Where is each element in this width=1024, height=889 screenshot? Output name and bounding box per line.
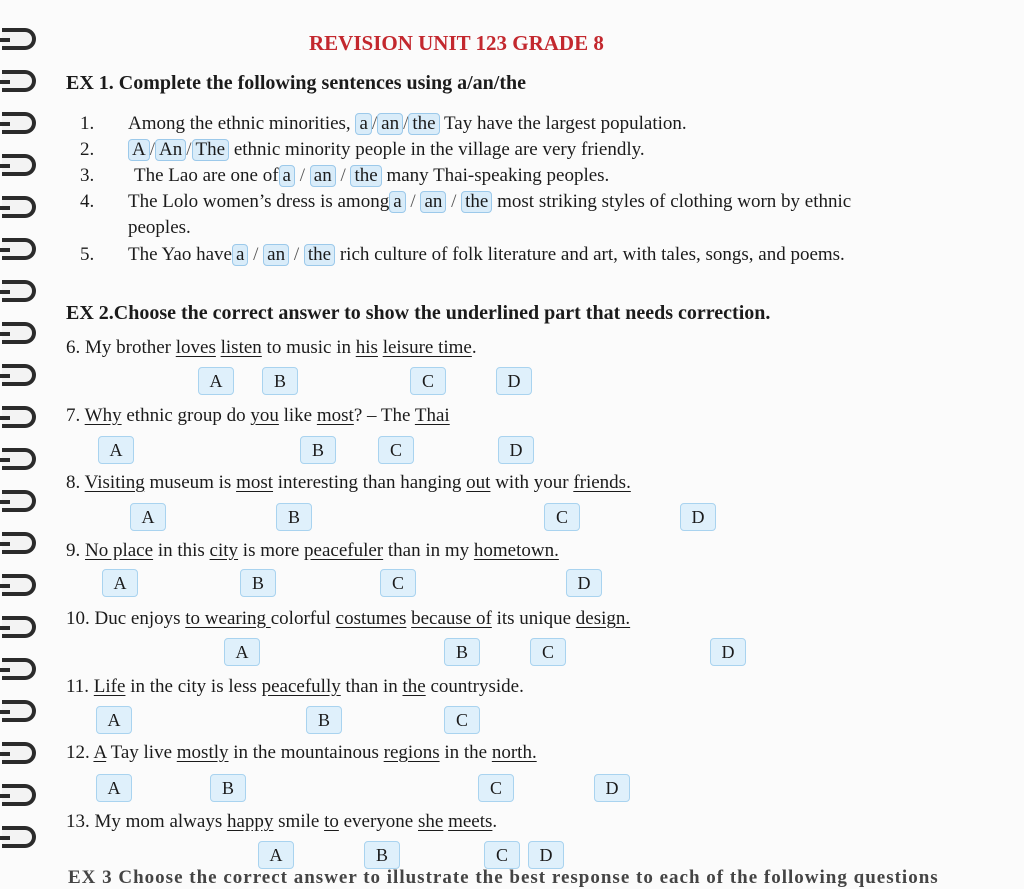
underlined-part-d: Thai [414,405,450,426]
underlined-part-b: to [324,811,339,832]
question-text: 12. [66,742,90,763]
choice-the[interactable]: the [408,113,439,135]
ex2-heading: EX 2.Choose the correct answer to show the underlined part that needs correction. [66,302,771,324]
sentence-text: The Lolo women’s dress is among [128,191,390,212]
sentence: The Yao have a / an / the rich culture of folk literature and art, with tales, songs, and poems. [128,244,845,265]
underlined-part-a: No place [85,540,154,561]
underlined-part-b: listen [220,337,262,358]
option-b-button[interactable]: B [444,638,480,666]
choice-an[interactable]: An [155,139,186,161]
question-text: than in [345,676,398,697]
underlined-part-a: Visiting [84,472,145,493]
question-10 [66,607,630,631]
sentence: The Lao are one of a / an / the many Thai-speaking peoples. [134,165,610,186]
option-c-button[interactable]: C [380,569,416,597]
question-12 [66,741,537,765]
binding-ring [2,784,36,806]
choice-the[interactable]: The [192,139,230,161]
option-a-button[interactable]: A [198,367,234,395]
option-b-button[interactable]: B [276,503,312,531]
option-c-button[interactable]: C [378,436,414,464]
option-a-button[interactable]: A [102,569,138,597]
binding-ring [2,616,36,638]
binding-ring [2,196,36,218]
option-c-button[interactable]: C [484,841,520,869]
question-text: 9. [66,540,81,561]
underlined-part-c: because of [411,608,492,629]
item-number: 3. [80,165,95,186]
underlined-part-a: loves [175,337,216,358]
underlined-part-c: out [466,472,491,493]
choice-a[interactable]: a [389,191,405,213]
question-13 [66,810,497,834]
binding-ring [2,532,36,554]
binding-ring [2,742,36,764]
binding-ring [2,112,36,134]
question-text: . [492,811,498,832]
option-d-button[interactable]: D [528,841,564,869]
choice-an[interactable]: an [310,165,336,187]
binding-ring [2,364,36,386]
choice-an[interactable]: an [377,113,403,135]
option-a-button[interactable]: A [96,706,132,734]
sentence-text: most striking styles of clothing worn by ethnic [497,191,852,212]
underlined-part-b: mostly [176,742,229,763]
option-b-button[interactable]: B [306,706,342,734]
underlined-part-c: peacefuler [304,540,384,561]
question-text: Tay live [110,742,173,763]
question-text: ethnic group do [126,405,246,426]
question-text: smile [278,811,320,832]
underlined-part-b: peacefully [261,676,341,697]
option-a-button[interactable]: A [130,503,166,531]
sentence-text: ethnic minority people in the village are very friendly. [233,139,645,160]
binding-ring [2,826,36,848]
page-title: REVISION UNIT 123 GRADE 8 [309,31,604,55]
option-c-button[interactable]: C [410,367,446,395]
question-text: its unique [496,608,572,629]
underlined-part-d: design. [575,608,631,629]
ex3-heading-cutoff: EX 3 Choose the correct answer to illustrate the best response to each of the following questions [68,867,939,888]
option-a-button[interactable]: A [258,841,294,869]
choice-a[interactable]: a [279,165,295,187]
option-b-button[interactable]: B [210,774,246,802]
binding-ring [2,238,36,260]
question-text: countryside. [430,676,524,697]
binding-ring [2,322,36,344]
option-b-button[interactable]: B [300,436,336,464]
option-d-button[interactable]: D [498,436,534,464]
underlined-part-c: she [418,811,444,832]
question-8 [66,471,631,495]
underlined-part-a: Why [84,405,122,426]
option-b-button[interactable]: B [240,569,276,597]
binding-ring [2,700,36,722]
ex1-heading: EX 1. Complete the following sentences using a/an/the [66,72,526,94]
underlined-part-d: leisure time [382,337,472,358]
question-text: like [283,405,313,426]
question-text: ? – The [353,405,411,426]
sentence-text: Among the ethnic minorities, [128,113,351,134]
underlined-part-c: most [316,405,354,426]
choice-the[interactable]: the [350,165,381,187]
question-text: is more [242,540,300,561]
underlined-part-b: costumes [335,608,407,629]
sentence: A / An / The ethnic minority people in the village are very friendly. [128,138,645,162]
question-text: colorful [270,608,331,629]
binding-ring [2,448,36,470]
question-11 [66,675,524,699]
sentence-text: many Thai-speaking peoples. [386,165,610,186]
option-d-button[interactable]: D [710,638,746,666]
choice-a[interactable]: a [355,113,371,135]
question-text: museum is [149,472,232,493]
question-text: than in my [387,540,470,561]
question-7 [66,404,450,428]
question-text: everyone [343,811,414,832]
question-text: 13. My mom always [66,811,223,832]
question-text: 11. [66,676,90,697]
underlined-part-a: to wearing [185,608,271,629]
underlined-part-a: Life [93,676,126,697]
underlined-part-b: most [236,472,274,493]
sentence-text: The Yao have [128,244,232,265]
binding-ring [2,406,36,428]
underlined-part-d: meets [448,811,493,832]
choice-an[interactable]: an [263,244,289,266]
option-b-button[interactable]: B [364,841,400,869]
question-6 [66,336,477,360]
underlined-part-d: hometown. [473,540,559,561]
sentence-text: The Lao are one of [134,165,279,186]
option-d-button[interactable]: D [496,367,532,395]
option-d-button[interactable]: D [680,503,716,531]
binding-ring [2,574,36,596]
choice-a[interactable]: A [128,139,150,161]
option-b-button[interactable]: B [262,367,298,395]
binding-ring [2,490,36,512]
option-a-button[interactable]: A [98,436,134,464]
item-number: 5. [80,244,95,265]
option-d-button[interactable]: D [594,774,630,802]
underlined-part-c: regions [383,742,440,763]
spiral-binding [0,0,44,875]
sentence-text: Tay have the largest population. [444,113,687,134]
underlined-part-a: happy [226,811,274,832]
question-text: 6. My brother [66,337,172,358]
option-d-button[interactable]: D [566,569,602,597]
option-c-button[interactable]: C [530,638,566,666]
underlined-part-c: the [402,676,426,697]
choice-a[interactable]: a [232,244,248,266]
question-9 [66,539,559,563]
underlined-part-b: you [250,405,279,426]
question-text: with your [495,472,569,493]
option-c-button[interactable]: C [478,774,514,802]
option-c-button[interactable]: C [444,706,480,734]
choice-the[interactable]: the [461,191,492,213]
choice-the[interactable]: the [304,244,335,266]
question-text: 7. [66,405,81,426]
sentence-continuation: peoples. [128,217,191,238]
item-number: 1. [80,113,95,134]
option-a-button[interactable]: A [224,638,260,666]
item-number: 2. [80,139,95,160]
question-text: . [471,337,477,358]
question-text: 10. Duc enjoys [66,608,181,629]
binding-ring [2,154,36,176]
binding-ring [2,280,36,302]
question-text: in the mountainous [233,742,379,763]
item-number: 4. [80,191,95,212]
question-text: to music in [266,337,351,358]
underlined-part-a: A [93,742,107,763]
sentence-text: rich culture of folk literature and art, with tales, songs, and poems. [339,244,845,265]
binding-ring [2,70,36,92]
option-a-button[interactable]: A [96,774,132,802]
binding-ring [2,28,36,50]
question-text: in this [157,540,205,561]
question-text: interesting than hanging [277,472,462,493]
underlined-part-d: friends. [573,472,631,493]
underlined-part-c: his [355,337,378,358]
option-c-button[interactable]: C [544,503,580,531]
sentence: Among the ethnic minorities, a / an / the Tay have the largest population. [128,113,687,134]
underlined-part-b: city [209,540,239,561]
question-text: in the city is less [130,676,257,697]
sentence: The Lolo women’s dress is among a / an / the most striking styles of clothing worn by ethnic [128,191,852,212]
underlined-part-d: north. [491,742,537,763]
choice-an[interactable]: an [420,191,446,213]
question-text: 8. [66,472,81,493]
binding-ring [2,658,36,680]
question-text: in the [444,742,488,763]
